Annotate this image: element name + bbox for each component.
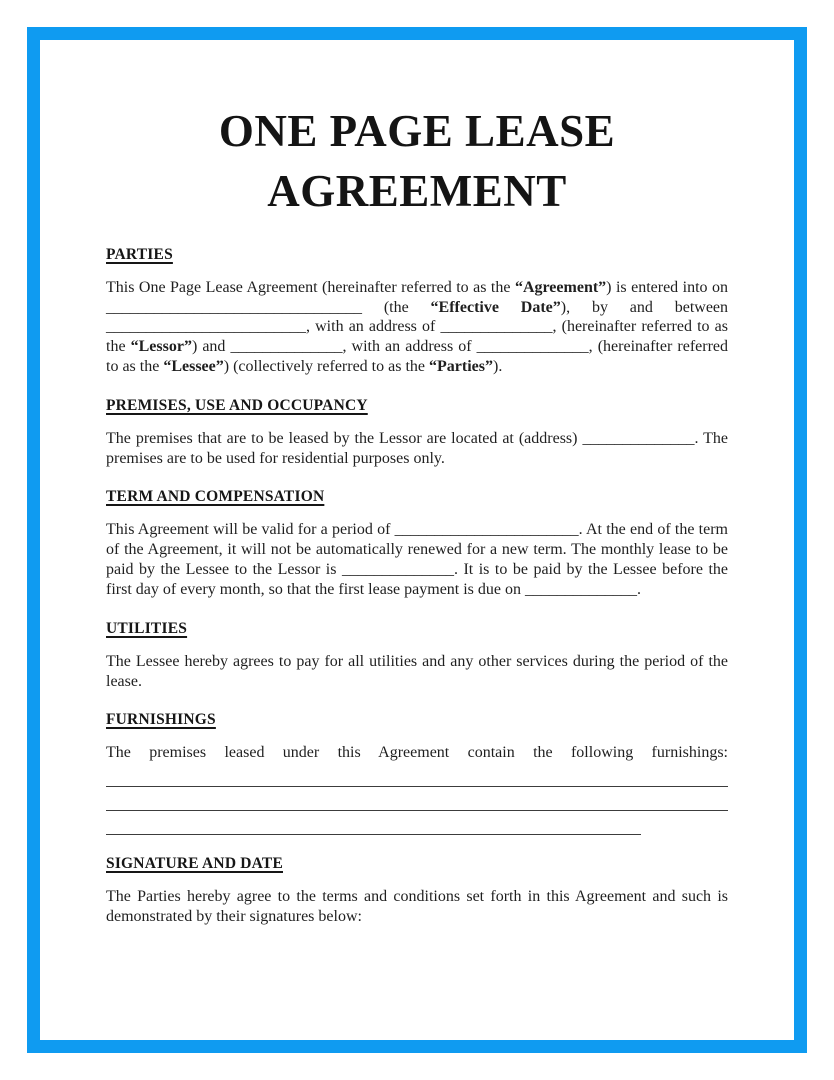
blank-line — [106, 763, 728, 787]
furnishings-heading: FURNISHINGS — [106, 711, 216, 729]
parties-paragraph: This One Page Lease Agreement (hereinafter referred to as the “Agreement”) is entered into on ________________________________ (the “Effective Date”), by and between _________________________, with an address of ______________, (hereinafter referred to as the “Lessor”) and ______________, with an address of ______________, (hereinafter referred to as the “Lessee”) (collectively referred to as the “Parties”). — [106, 278, 729, 375]
furnishings-paragraph: The premises leased under this Agreement contain the following furnishings: — [106, 744, 728, 762]
term-heading: TERM AND COMPENSATION — [106, 488, 325, 506]
parties-heading: PARTIES — [106, 245, 173, 263]
section-term — [106, 488, 728, 599]
utilities-heading: UTILITIES — [106, 619, 188, 637]
utilities-paragraph: The Lessee hereby agrees to pay for all utilities and any other services during the period of the lease. — [106, 652, 728, 690]
signature-heading: SIGNATURE AND DATE — [106, 855, 283, 873]
signature-paragraph: The Parties hereby agree to the terms and conditions set forth in this Agreement and such is demonstrated by their signatures below: — [106, 888, 728, 926]
section-premises — [106, 397, 728, 469]
furnishings-blank-lines — [106, 763, 728, 835]
blank-line — [106, 787, 728, 811]
lease-document-page — [40, 40, 794, 1040]
blank-line — [106, 811, 641, 835]
section-utilities — [106, 620, 728, 692]
premises-paragraph: The premises that are to be leased by the Lessor are located at (address) ______________. The premises are to be used for residential purposes only. — [106, 429, 728, 467]
term-paragraph: This Agreement will be valid for a period of _______________________. At the end of the term of the Agreement, it will not be automatically renewed for a new term. The monthly lease to be paid by the Lessee to the Lessor is ______________. It is to be paid by the Lessee before the first day of every month, so that the first lease payment is due on ______________. — [106, 521, 728, 598]
section-signature — [106, 855, 728, 927]
document-title: ONE PAGE LEASE AGREEMENT — [218, 106, 616, 216]
section-furnishings — [106, 711, 728, 835]
section-parties — [106, 246, 728, 377]
premises-heading: PREMISES, USE AND OCCUPANCY — [106, 396, 368, 414]
